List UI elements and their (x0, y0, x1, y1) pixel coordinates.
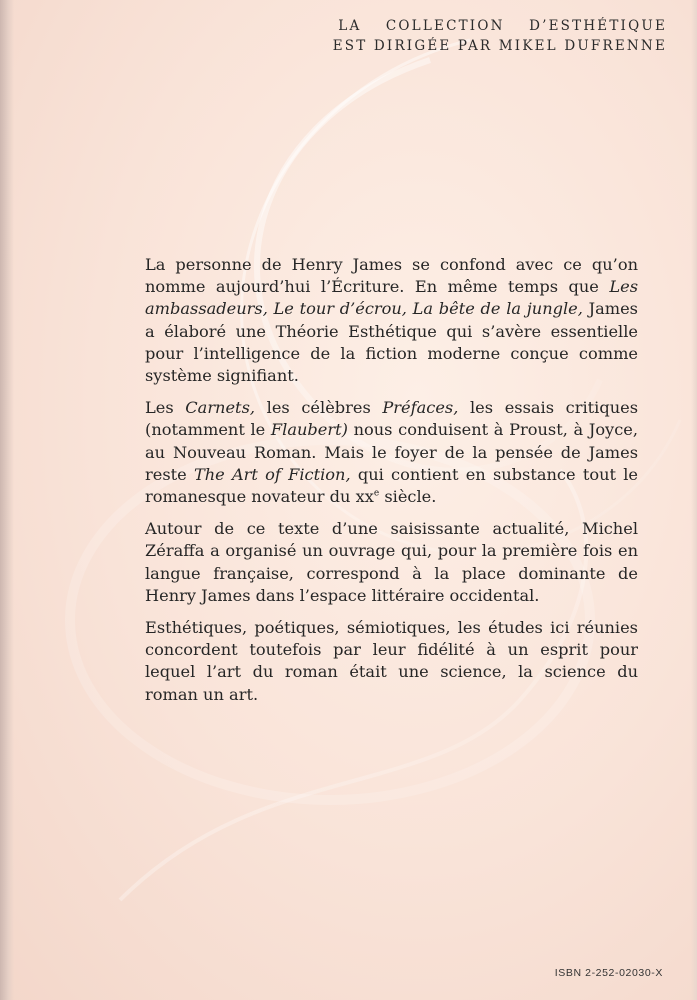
paragraph-text: Les (145, 398, 186, 418)
paragraph-text: siècle. (379, 487, 437, 507)
paragraph-text: qui contient en substance tout le romanesque novateur du xx (145, 464, 638, 507)
paragraph-text: les célèbres (255, 398, 383, 418)
collection-header-line-2: EST DIRIGÉE PAR MIKEL DUFRENNE (332, 38, 667, 54)
paragraph-text: e (373, 488, 380, 499)
blurb-paragraph (145, 518, 638, 607)
paragraph-text: Autour de ce texte d’une saisissante actualité, Michel Zéraffa a organisé un ouvrage qui, pour la première fois en langue française, correspond à la place dominante de Henry James dans l’espace littéraire occidental. (145, 519, 638, 605)
collection-header (333, 16, 667, 56)
blurb-text (145, 254, 638, 716)
italic-title: The Art of Fiction, (193, 464, 351, 484)
cover-left-edge (0, 0, 14, 1000)
italic-title: Les ambassadeurs, Le tour d’écrou, La bête de la jungle, (145, 277, 638, 319)
italic-title: Flaubert) (270, 420, 348, 440)
collection-header-line-1: LA COLLECTION D’ESTHÉTIQUE (338, 18, 667, 34)
paragraph-text: Esthétiques, poétiques, sémiotiques, les études ici réunies concordent toutefois par leur fidélité à un esprit pour lequel l’art du roman était une science, la science du roman un art. (145, 618, 638, 704)
italic-title: Préfaces, (382, 398, 459, 418)
cover-right-edge (691, 0, 697, 1000)
isbn-number: ISBN 2-252-02030-X (554, 967, 663, 979)
paragraph-text: les essais critiques (notamment le (145, 398, 639, 440)
blurb-paragraph (145, 254, 638, 387)
paragraph-text: La personne de Henry James se confond avec ce qu’on nomme aujourd’hui l’Écriture. En même temps que (145, 255, 638, 297)
paragraph-text: James a élaboré une Théorie Esthétique qui s’avère essentielle pour l’intelligence de la fiction moderne conçue comme système signifiant. (145, 299, 638, 386)
blurb-paragraph (145, 617, 638, 706)
blurb-paragraph (145, 397, 638, 508)
italic-title: Carnets, (185, 398, 256, 418)
paragraph-text: nous conduisent à Proust, à Joyce, au Nouveau Roman. Mais le foyer de la pensée de James reste (145, 420, 638, 484)
